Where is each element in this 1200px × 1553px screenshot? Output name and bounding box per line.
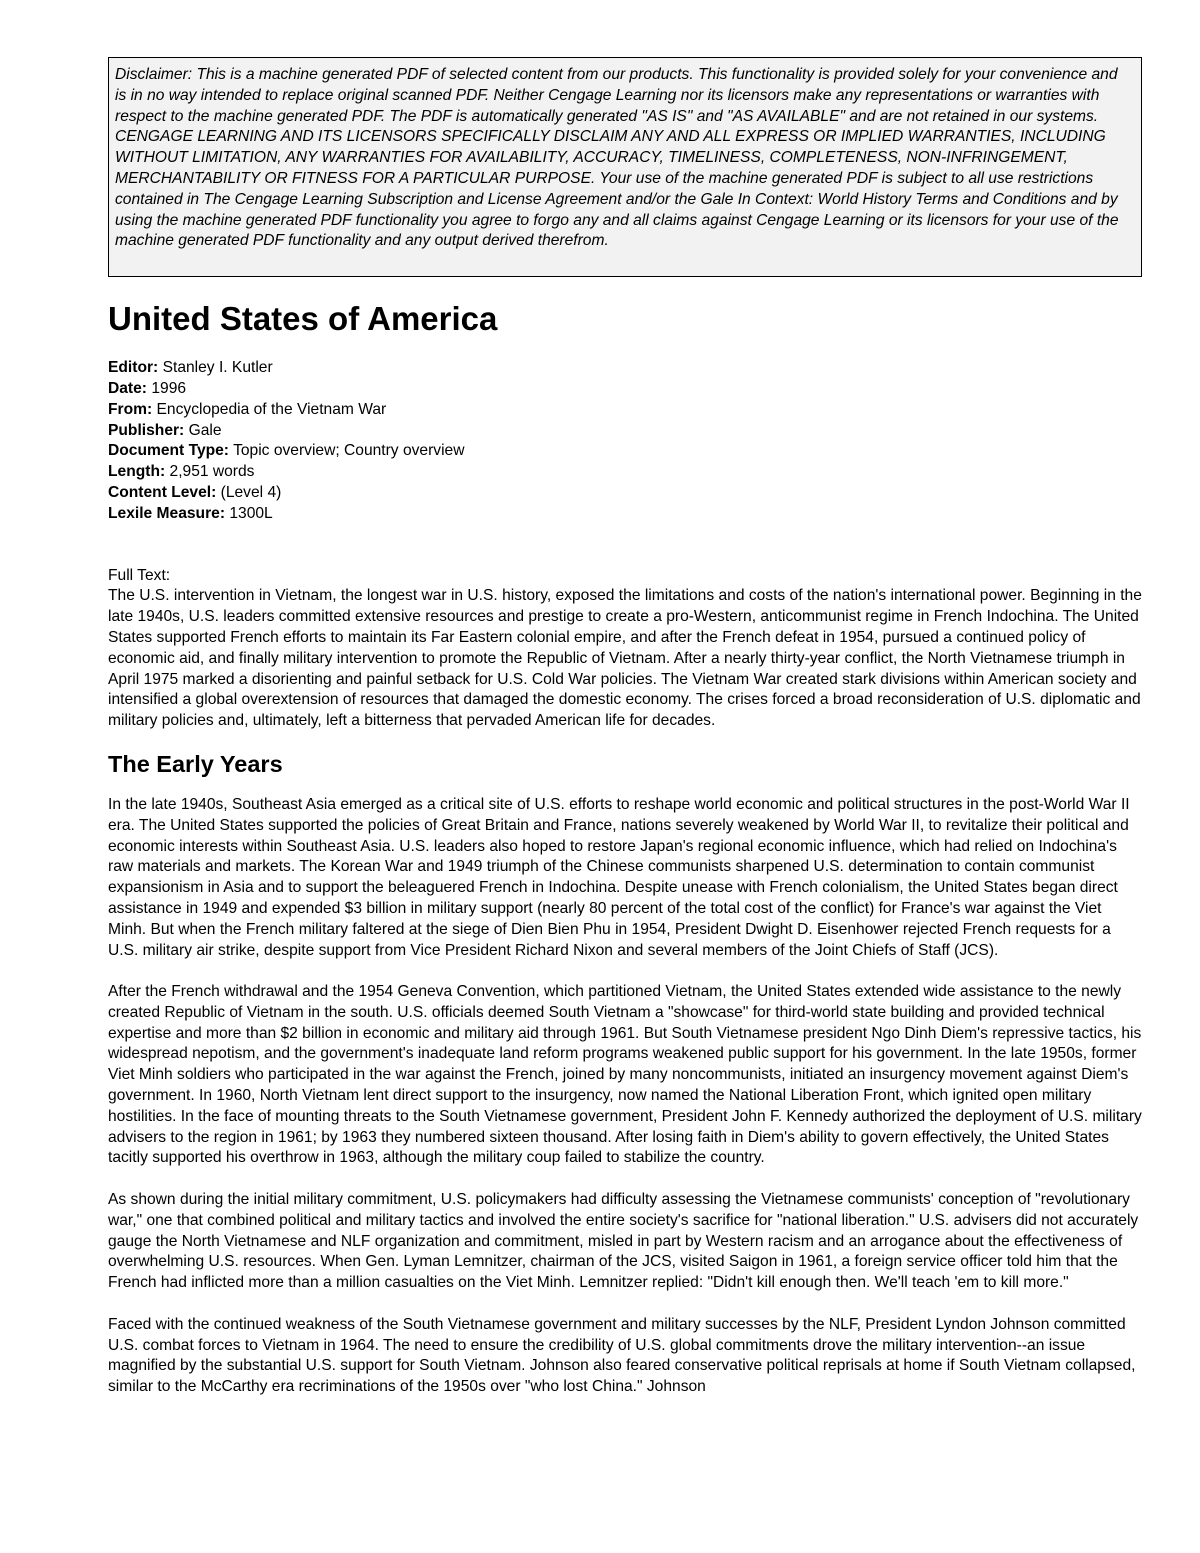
disclaimer-box: Disclaimer: This is a machine generated PDF of selected content from our products. This functionality is provided solely for your convenience and is in no way intended to replace original scanned PDF. Neither Cengage Learning nor its licensors make any representations or warranties with respect to the machine generated PDF. The PDF is automatically generated "AS IS" and "AS AVAILABLE" and are not retained in our systems. CENGAGE LEARNING AND ITS LICENSORS SPECIFICALLY DISCLAIM ANY AND ALL EXPRESS OR IMPLIED WARRANTIES, INCLUDING WITHOUT LIMITATION, ANY WARRANTIES FOR AVAILABILITY, ACCURACY, TIMELINESS, COMPLETENESS, NON-INFRINGEMENT, MERCHANTABILITY OR FITNESS FOR A PARTICULAR PURPOSE. Your use of the machine generated PDF is subject to all use restrictions contained in The Cengage Learning Subscription and License Agreement and/or the Gale In Context: World History Terms and Conditions and by using the machine generated PDF functionality you agree to forgo any and all claims against Cengage Learning or its licensors for your use of the machine generated PDF functionality and any output derived therefrom.: [108, 57, 1142, 277]
full-text-label: Full Text:: [108, 566, 171, 584]
meta-publisher: [108, 421, 1142, 442]
meta-from: [108, 400, 1142, 421]
meta-value: Stanley I. Kutler: [162, 359, 273, 377]
body-paragraph: After the French withdrawal and the 1954 Geneva Convention, which partitioned Vietnam, the United States extended wide assistance to the newly created Republic of Vietnam in the south. U.S. officials deemed South Vietnam a "showcase" for third-world state building and provided technical expertise and more than $2 billion in economic and military aid through 1961. But South Vietnamese president Ngo Dinh Diem's repressive tactics, his widespread nepotism, and the government's inadequate land reform programs weakened public support for his government. In the late 1950s, former Viet Minh soldiers who participated in the war against the French, joined by many noncommunists, initiated an insurgency movement against Diem's government. In 1960, North Vietnam lent direct support to the insurgency, now named the National Liberation Front, which ignited open military hostilities. In the face of mounting threats to the South Vietnamese government, President John F. Kennedy authorized the deployment of U.S. military advisers to the region in 1961; by 1963 they numbered sixteen thousand. After losing faith in Diem's ability to govern effectively, the United States tacitly supported his overthrow in 1963, although the military coup failed to stabilize the country.: [108, 983, 1142, 1167]
document-metadata: [108, 358, 1142, 524]
meta-label: Publisher:: [108, 421, 185, 439]
body-paragraph: In the late 1940s, Southeast Asia emerged as a critical site of U.S. efforts to reshape world economic and political structures in the post-World War II era. The United States supported the policies of Great Britain and France, nations severely weakened by World War II, to revitalize their political and economic interests within Southeast Asia. U.S. leaders also hoped to restore Japan's regional economic influence, which had relied on Indochina's raw materials and markets. The Korean War and 1949 triumph of the Chinese communists sharpened U.S. determination to contain communist expansionism in Asia and to support the beleaguered French in Indochina. Despite unease with French colonialism, the United States began direct assistance in 1949 and expended $3 billion in military support (nearly 80 percent of the total cost of the conflict) for France's war against the Viet Minh. But when the French military faltered at the siege of Dien Bien Phu in 1954, President Dwight D. Eisenhower rejected French requests for a U.S. military air strike, despite support from Vice President Richard Nixon and several members of the Joint Chiefs of Staff (JCS).: [108, 795, 1130, 959]
intro-paragraph: The U.S. intervention in Vietnam, the longest war in U.S. history, exposed the limitations and costs of the nation's international power. Beginning in the late 1940s, U.S. leaders committed extensive resources and prestige to create a pro-Western, anticommunist regime in French Indochina. The United States supported French efforts to maintain its Far Eastern colonial empire, and after the French defeat in 1954, pursued a continued policy of economic aid, and finally military intervention to promote the Republic of Vietnam. After a nearly thirty-year conflict, the North Vietnamese triumph in April 1975 marked a disorienting and painful setback for U.S. Cold War policies. The Vietnam War created stark divisions within American society and intensified a global overextension of resources that damaged the domestic economy. The crises forced a broad reconsideration of U.S. diplomatic and military policies and, ultimately, left a bitterness that pervaded American life for decades.: [108, 587, 1142, 730]
meta-value: 1300L: [229, 504, 273, 522]
body-paragraph: Faced with the continued weakness of the South Vietnamese government and military successes by the NLF, President Lyndon Johnson committed U.S. combat forces to Vietnam in 1964. The need to ensure the credibility of U.S. global commitments drove the military intervention--an issue magnified by the substantial U.S. support for South Vietnam. Johnson also feared conservative political reprisals at home if South Vietnam collapsed, similar to the McCarthy era recriminations of the 1950s over "who lost China." Johnson: [108, 1315, 1136, 1396]
meta-value: Encyclopedia of the Vietnam War: [156, 400, 387, 418]
document-page: [108, 57, 1142, 1398]
meta-value: 2,951 words: [169, 463, 255, 481]
meta-label: Document Type:: [108, 442, 230, 460]
meta-document-type: [108, 441, 1142, 462]
meta-value: Gale: [188, 421, 222, 439]
meta-label: From:: [108, 400, 153, 418]
meta-length: [108, 462, 1142, 483]
meta-content-level: [108, 483, 1142, 504]
meta-label: Editor:: [108, 359, 159, 377]
meta-value: Topic overview; Country overview: [233, 442, 465, 460]
body-paragraph: As shown during the initial military commitment, U.S. policymakers had difficulty assessing the Vietnamese communists' conception of "revolutionary war," one that combined political and military tactics and involved the entire society's sacrifice for "national liberation." U.S. advisers did not accurately gauge the North Vietnamese and NLF organization and commitment, misled in part by Western racism and an arrogance about the effectiveness of overwhelming U.S. resources. When Gen. Lyman Lemnitzer, chairman of the JCS, visited Saigon in 1961, a foreign service officer told him that the French had inflicted more than a million casualties on the Viet Minh. Lemnitzer replied: "Didn't kill enough then. We'll teach 'em to kill more.": [108, 1191, 1139, 1292]
meta-label: Date:: [108, 379, 147, 397]
meta-label: Length:: [108, 463, 166, 481]
document-title: United States of America: [108, 300, 498, 338]
section-heading-early-years: The Early Years: [108, 750, 283, 777]
meta-label: Lexile Measure:: [108, 504, 226, 522]
meta-lexile-measure: [108, 504, 1142, 525]
meta-value: 1996: [151, 379, 187, 397]
meta-label: Content Level:: [108, 483, 217, 501]
meta-value: (Level 4): [220, 483, 282, 501]
meta-editor: [108, 358, 1142, 379]
meta-date: [108, 379, 1142, 400]
